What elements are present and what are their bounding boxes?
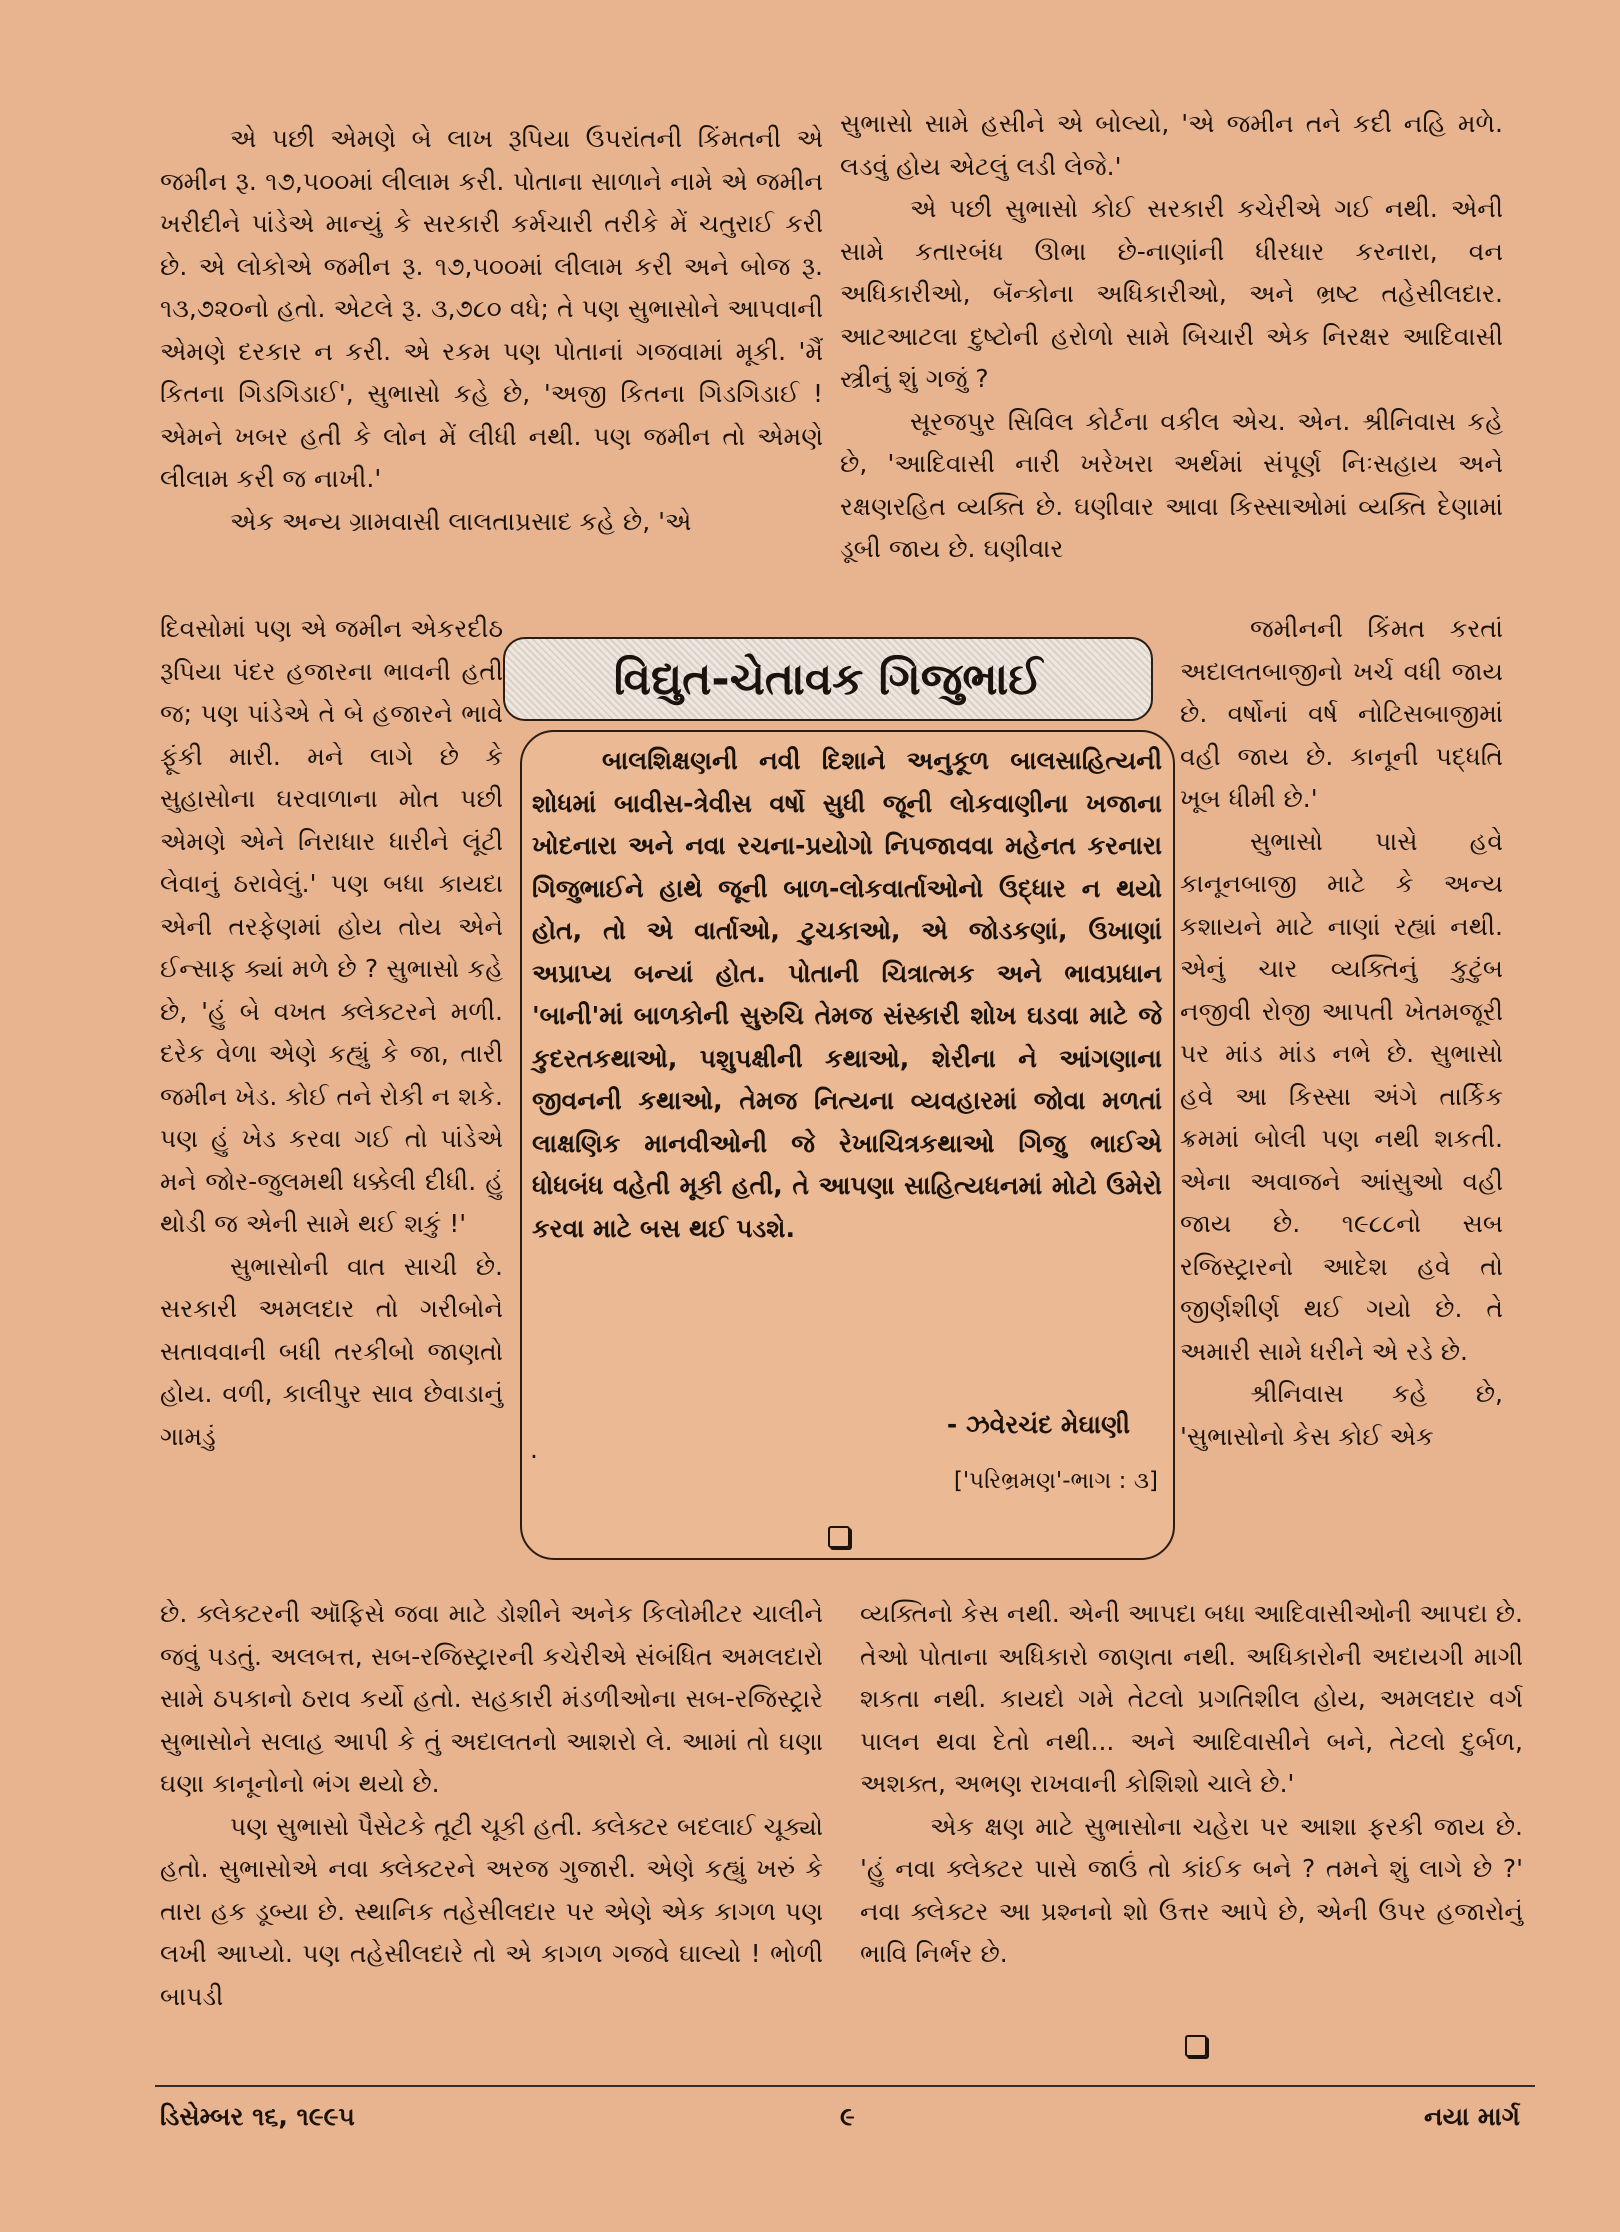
footer-date: ડિસેમ્બર ૧૬, ૧૯૯૫ — [160, 2102, 355, 2131]
end-of-article-icon — [1185, 2035, 1207, 2057]
paragraph: જમીનની કિંમત કરતાં અદાલતબાજીનો ખર્ચ વધી જાય છે. વર્ષોનાં વર્ષ નોટિસબાજીમાં વહી જાય છે. કાનૂની પદ્ધતિ ખૂબ ધીમી છે.' — [1180, 614, 1503, 813]
sidebar-title: વિદ્યુત-ચેતાવક ગિજુભાઈ — [503, 637, 1153, 721]
left-column-narrow — [160, 608, 503, 1458]
right-column-narrow — [1180, 608, 1503, 1458]
paragraph: સુભાસોની વાત સાચી છે. સરકારી અમલદાર તો ગરીબોને સતાવવાની બધી તરકીબો જાણતો હોય. વળી, કાલીપુર સાવ છેવાડાનું ગામડું — [160, 1251, 503, 1451]
paragraph: વ્યક્તિનો કેસ નથી. એની આપદા બધા આદિવાસીઓની આપદા છે. તેઓ પોતાના અધિકારો જાણતા નથી. અધિકારોની અદાયગી માગી શકતા નથી. કાયદો ગમે તેટલો પ્રગતિશીલ હોય, અમલદાર વર્ગ પાલન થવા દેતો નથી... અને આદિવાસીને બને, તેટલો દુર્બળ, અશક્ત, અભણ રાખવાની કોશિશો ચાલે છે.' — [860, 1599, 1523, 1798]
left-column-bottom — [160, 1593, 823, 2018]
paragraph: શ્રીનિવાસ કહે છે, 'સુભાસોનો કેસ કોઈ એક — [1180, 1379, 1503, 1451]
footer-divider — [155, 2085, 1535, 2087]
paragraph: એક ક્ષણ માટે સુભાસોના ચહેરા પર આશા ફરકી જાય છે. 'હું નવા ક્લેક્ટર પાસે જાઉં તો કાંઈક બને ? તમને શું લાગે છે ?' નવા ક્લેક્ટર આ પ્રશ્નનો શો ઉત્તર આપે છે, એની ઉપર હજારોનું ભાવિ નિર્ભર છે. — [860, 1811, 1523, 1968]
right-column-bottom — [860, 1593, 1523, 1976]
paragraph: સુભાસો પાસે હવે કાનૂનબાજી માટે કે અન્ય કશાયને માટે નાણાં રહ્યાં નથી. એનું ચાર વ્યક્તિનું કુટુંબ નજીવી રોજી આપતી ખેતમજૂરી પર માંડ માંડ નભે છે. સુભાસો હવે આ કિસ્સા અંગે તાર્કિક ક્રમમાં બોલી પણ નથી શકતી. એના અવાજને આંસુઓ વહી જાય છે. ૧૯૮૮નો સબ રજિસ્ટ્રારનો આદેશ હવે તો જીર્ણશીર્ણ થઈ ગયો છે. તે અમારી સામે ધરીને એ રડે છે. — [1180, 826, 1503, 1366]
sidebar-source: ['પરિભ્રમણ'-ભાગ : ૩] — [953, 1468, 1158, 1494]
sidebar-body — [532, 740, 1162, 1250]
sidebar-dot: . — [530, 1435, 538, 1464]
paragraph: સુભાસો સામે હસીને એ બોલ્યો, 'એ જમીન તને કદી નહિ મળે. લડવું હોય એટલું લડી લેજે.' — [840, 109, 1503, 181]
paragraph: સૂરજપુર સિવિલ કોર્ટના વકીલ એચ. એન. શ્રીનિવાસ કહે છે, 'આદિવાસી નારી ખરેખરા અર્થમાં સંપૂર્ણ નિઃસહાય અને રક્ષણરહિત વ્યક્તિ છે. ઘણીવાર આવા કિસ્સાઓમાં વ્યક્તિ દેણામાં ડૂબી જાય છે. ઘણીવાર — [840, 406, 1503, 563]
paragraph: એ પછી એમણે બે લાખ રૂપિયા ઉપરાંતની કિંમતની એ જમીન રૂ. ૧૭,૫૦૦માં લીલામ કરી. પોતાના સાળાને નામે એ જમીન ખરીદીને પાંડેએ માન્યું કે સરકારી કર્મચારી તરીકે મેં ચતુરાઈ કરી છે. એ લોકોએ જમીન રૂ. ૧૭,૫૦૦માં લીલામ કરી અને બોજ રૂ. ૧૩,૭૨૦નો હતો. એટલે રૂ. ૩,૭૮૦ વધે; તે પણ સુભાસોને આપવાની એમણે દરકાર ન કરી. એ રકમ પણ પોતાનાં ગજવામાં મૂકી. 'મૈં કિતના ગિડગિડાઈ', સુભાસો કહે છે, 'અજી કિતના ગિડગિડાઈ ! એમને ખબર હતી કે લોન મેં લીધી નથી. પણ જમીન તો એમણે લીલામ કરી જ નાખી.' — [160, 124, 823, 493]
left-column-top — [160, 118, 823, 543]
footer-publication: નયા માર્ગ — [1424, 2102, 1520, 2131]
paragraph: દિવસોમાં પણ એ જમીન એકરદીઠ રૂપિયા પંદર હજારના ભાવની હતી જ; પણ પાંડેએ તે બે હજારને ભાવે ફૂંકી મારી. મને લાગે છે કે સુહાસોના ઘરવાળાના મોત પછી એમણે એને નિરાધાર ધારીને લૂંટી લેવાનું ઠરાવેલું.' પણ બધા કાયદા એની તરફેણમાં હોય તોય એને ઈન્સાફ ક્યાં મળે છે ? સુભાસો કહે છે, 'હું બે વખત ક્લેક્ટરને મળી. દરેક વેળા એણે કહ્યું કે જા, તારી જમીન ખેડ. કોઈ તને રોકી ન શકે. પણ હું ખેડ કરવા ગઈ તો પાંડેએ મને જોર-જુલમથી ધક્કેલી દીધી. હું થોડી જ એની સામે થઈ શકું !' — [160, 614, 503, 1238]
paragraph: છે. ક્લેક્ટરની ઑફિસે જવા માટે ડોશીને અનેક કિલોમીટર ચાલીને જવું પડતું. અલબત્ત, સબ-રજિસ્ટ્રારની કચેરીએ સંબંધિત અમલદારો સામે ઠપકાનો ઠરાવ કર્યો હતો. સહકારી મંડળીઓના સબ-રજિસ્ટ્રારે સુભાસોને સલાહ આપી કે તું અદાલતનો આશરો લે. આમાં તો ઘણા ઘણા કાનૂનોનો ભંગ થયો છે. — [160, 1599, 823, 1798]
footer-page-number: ૯ — [840, 2102, 855, 2131]
right-column-top — [840, 103, 1503, 571]
sidebar-author: - ઝવેરચંદ મેઘાણી — [946, 1410, 1130, 1439]
sidebar-end-icon — [828, 1526, 850, 1548]
paragraph: એક અન્ય ગ્રામવાસી લાલતાપ્રસાદ કહે છે, 'એ — [230, 506, 692, 536]
paragraph: એ પછી સુભાસો કોઈ સરકારી કચેરીએ ગઈ નથી. એની સામે કતારબંધ ઊભા છે-નાણાંની ધીરધાર કરનારા, વન અધિકારીઓ, બૅન્કોના અધિકારીઓ, અને ભ્રષ્ટ તહેસીલદાર. આટઆટલા દુષ્ટોની હરોળો સામે બિચારી એક નિરક્ષર આદિવાસી સ્ત્રીનું શું ગજું ? — [840, 194, 1503, 393]
paragraph: પણ સુભાસો પૈસેટકે તૂટી ચૂકી હતી. ક્લેક્ટર બદલાઈ ચૂક્યો હતો. સુભાસોએ નવા ક્લેક્ટરને અરજ ગુજારી. એણે કહ્યું ખરું કે તારા હક ડૂબ્યા છે. સ્થાનિક તહેસીલદાર પર એણે એક કાગળ પણ લખી આપ્યો. પણ તહેસીલદારે તો એ કાગળ ગજવે ઘાલ્યો ! ભોળી બાપડી — [160, 1811, 823, 2011]
sidebar-paragraph: બાલશિક્ષણની નવી દિશાને અનુકૂળ બાલસાહિત્યની શોધમાં બાવીસ-ત્રેવીસ વર્ષો સુધી જૂની લોકવાણીના ખજાના ખોદનારા અને નવા રચના-પ્રયોગો નિપજાવવા મહેનત કરનારા ગિજુભાઈને હાથે જૂની બાળ-લોકવાર્તાઓનો ઉદ્ધાર ન થયો હોત, તો એ વાર્તાઓ, ટુચકાઓ, એ જોડકણાં, ઉખાણાં અપ્રાપ્ય બન્યાં હોત. પોતાની ચિત્રાત્મક અને ભાવપ્રધાન 'બાની'માં બાળકોની સુરુચિ તેમજ સંસ્કારી શોખ ઘડવા માટે જે કુદરતકથાઓ, પશુપક્ષીની કથાઓ, શેરીના ને આંગણાના જીવનની કથાઓ, તેમજ નિત્યના વ્યવહારમાં જોવા મળતાં લાક્ષણિક માનવીઓની જે રેખાચિત્રકથાઓ ગિજુ ભાઈએ ધોધબંધ વહેતી મૂકી હતી, તે આપણા સાહિત્યધનમાં મોટો ઉમેરો કરવા માટે બસ થઈ પડશે. — [532, 746, 1162, 1243]
